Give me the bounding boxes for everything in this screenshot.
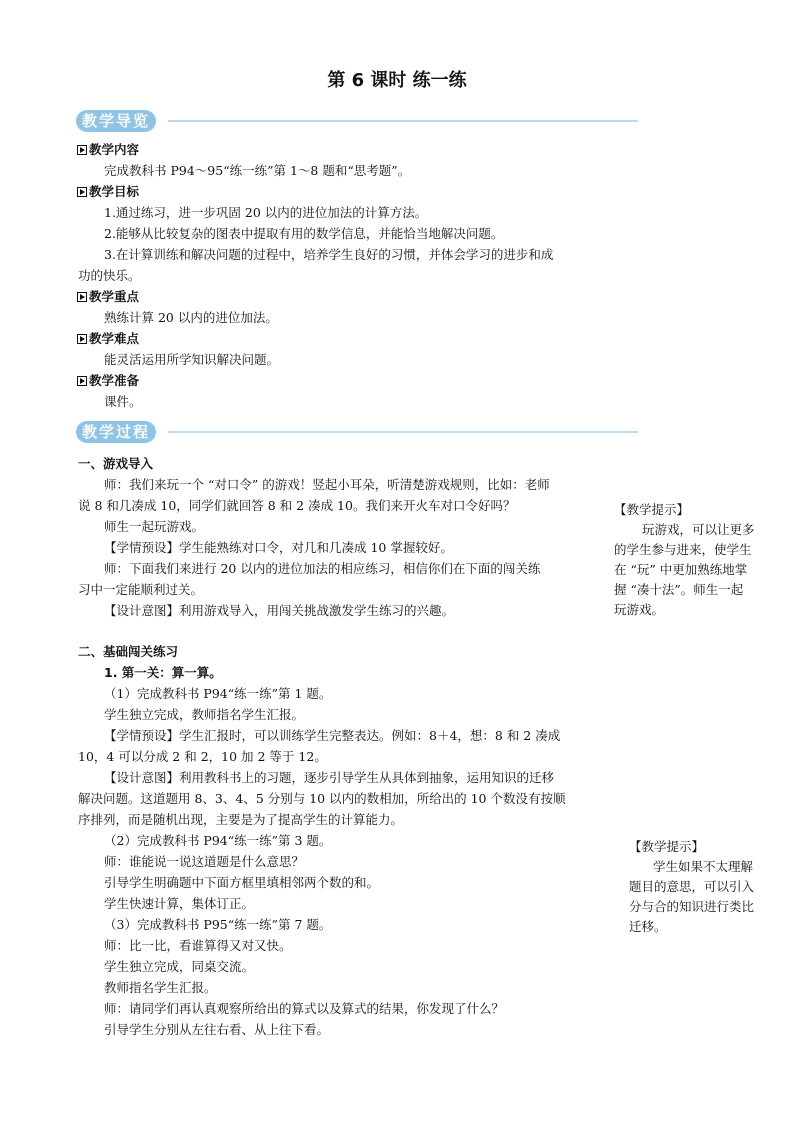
paragraph-line: 说 8 和几凑成 10，同学们就回答 8 和 2 凑成 10。我们来开火车对口令好吗？ (78, 498, 516, 513)
play-marker-icon (77, 292, 87, 302)
paragraph-line: 师：谁能说一说这道题是什么意思？ (104, 854, 305, 869)
goal-1: 1.通过练习，进一步巩固 20 以内的进位加法的计算方法。 (104, 205, 428, 220)
tip-line: 的学生参与进来，使学生 (614, 542, 752, 557)
play-marker-icon (77, 187, 87, 197)
section-1-heading: 一、游戏导入 (78, 456, 154, 471)
tip-line: 学生如果不太理解 (653, 859, 754, 874)
goals-heading: 教学目标 (77, 183, 139, 201)
play-marker-icon (77, 334, 87, 344)
paragraph-line: 师：请同学们再认真观察所给出的算式以及算式的结果，你发现了什么？ (104, 1001, 505, 1016)
play-marker-icon (77, 376, 87, 386)
content-text: 完成教科书 P94～95“练一练”第 1～8 题和“思考题”。 (104, 163, 411, 178)
paragraph-line: （2）完成教科书 P94“练一练”第 3 题。 (104, 833, 332, 848)
paragraph-line: 解决问题。这道题用 8、3、4、5 分别与 10 以内的数相加，所给出的 10 个数没有按顺 (78, 791, 566, 806)
paragraph-line: 引导学生分别从左往右看、从上往下看。 (104, 1022, 330, 1037)
teaching-tip-2 (629, 837, 779, 937)
difficulty-heading: 教学难点 (77, 330, 139, 348)
tip-line: 题目的意思，可以引入 (629, 879, 755, 894)
tip-heading: 【教学提示】 (629, 839, 705, 854)
key-text: 熟练计算 20 以内的进位加法。 (104, 310, 278, 325)
difficulty-text: 能灵活运用所学知识解决问题。 (104, 352, 280, 367)
divider (168, 120, 638, 122)
prep-heading: 教学准备 (77, 372, 139, 390)
page-title: 第 6 课时 练一练 (327, 70, 467, 91)
paragraph-line: 【设计意图】利用游戏导入，用闯关挑战激发学生练习的兴趣。 (104, 603, 455, 618)
paragraph-line: 学生独立完成，教师指名学生汇报。 (104, 707, 305, 722)
tip-line: 分与合的知识进行类比 (629, 899, 755, 914)
paragraph-line: 学生快速计算，集体订正。 (104, 896, 255, 911)
divider (168, 431, 638, 433)
tip-heading: 【教学提示】 (614, 502, 690, 517)
paragraph-line: 【学情预设】学生能熟练对口令，对几和几凑成 10 掌握较好。 (104, 540, 453, 555)
goal-3b: 功的快乐。 (78, 268, 141, 283)
tip-line: 握 “凑十法”。师生一起 (614, 582, 744, 597)
key-heading: 教学重点 (77, 288, 139, 306)
section-banner-overview (76, 110, 638, 132)
paragraph-line: （1）完成教科书 P94“练一练”第 1 题。 (104, 686, 332, 701)
section-banner-process (76, 421, 638, 443)
tip-line: 在 “玩” 中更加熟练地掌 (614, 562, 748, 577)
paragraph-line: 师：比一比，看谁算得又对又快。 (104, 938, 292, 953)
paragraph-line: 10，4 可以分成 2 和 2，10 加 2 等于 12。 (78, 749, 327, 764)
paragraph-line: 教师指名学生汇报。 (104, 980, 217, 995)
goal-2: 2.能够从比较复杂的图表中提取有用的数学信息，并能恰当地解决问题。 (104, 226, 504, 241)
paragraph-line: 【学情预设】学生汇报时，可以训练学生完整表达。例如：8＋4，想：8 和 2 凑成 (104, 728, 561, 743)
paragraph-line: 序排列，而是随机出现，主要是为了提高学生的计算能力。 (78, 812, 404, 827)
tip-line: 玩游戏。 (614, 602, 665, 617)
tip-line: 迁移。 (629, 919, 667, 934)
tip-line: 玩游戏，可以让更多 (642, 522, 755, 537)
paragraph-line: 引导学生明确题中下面方框里填相邻两个数的和。 (104, 875, 380, 890)
paragraph-line: 师：下面我们来进行 20 以内的进位加法的相应练习，相信你们在下面的闯关练 (104, 561, 541, 576)
content-heading: 教学内容 (77, 141, 139, 159)
teaching-tip-1 (614, 500, 774, 620)
paragraph-line: 师生一起玩游戏。 (104, 519, 205, 534)
paragraph-line: 习中一定能顺利过关。 (78, 582, 204, 597)
paragraph-line: 学生独立完成，同桌交流。 (104, 959, 255, 974)
paragraph-line: 师：我们来玩一个 “对口令” 的游戏！竖起小耳朵，听清楚游戏规则，比如：老师 (104, 477, 550, 492)
section-2-subheading: 1. 第一关：算一算。 (104, 665, 222, 680)
section-2-heading: 二、基础闯关练习 (78, 644, 179, 659)
play-marker-icon (77, 145, 87, 155)
banner-label: 教学导览 (76, 110, 156, 132)
goal-3a: 3.在计算训练和解决问题的过程中，培养学生良好的习惯，并体会学习的进步和成 (104, 247, 554, 262)
paragraph-line: （3）完成教科书 P95“练一练”第 7 题。 (104, 917, 332, 932)
paragraph-line: 【设计意图】利用教科书上的习题，逐步引导学生从具体到抽象，运用知识的迁移 (104, 770, 555, 785)
banner-label: 教学过程 (76, 421, 156, 443)
prep-text: 课件。 (104, 394, 142, 409)
